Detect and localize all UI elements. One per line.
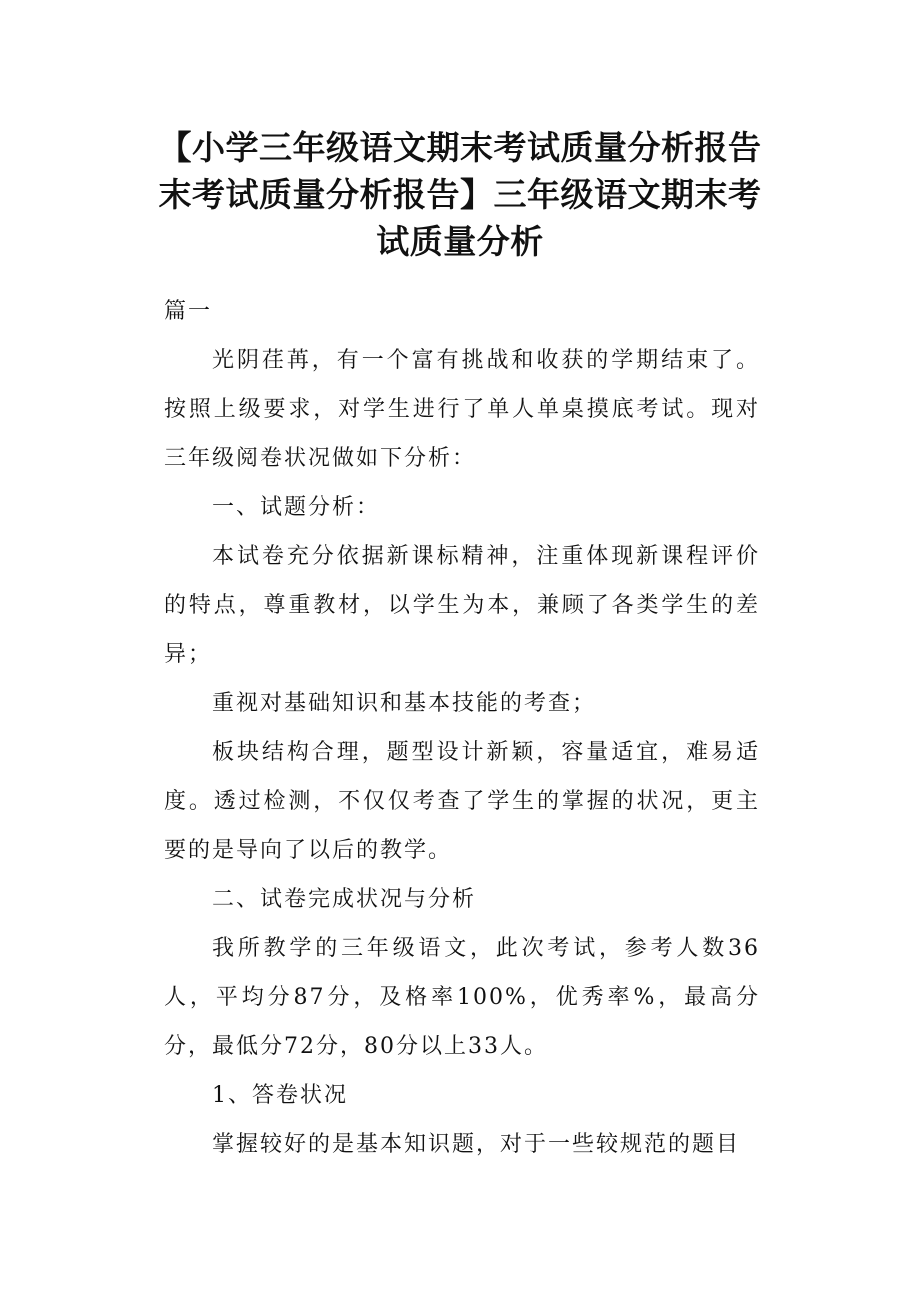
paragraph-statistics: 我所教学的三年级语文，此次考试，参考人数36人，平均分87分，及格率100%，优秀率%，最高分分，最低分72分，80分以上33人。 <box>164 936 760 1059</box>
document-body <box>164 287 760 1169</box>
section-label: 篇一 <box>164 299 213 324</box>
heading-exam-analysis: 一、试题分析： <box>212 495 381 520</box>
paragraph-basic-skills: 重视对基础知识和基本技能的考查； <box>212 691 597 716</box>
heading-completion-analysis: 二、试卷完成状况与分析 <box>212 887 477 912</box>
paragraph-intro: 光阴荏苒，有一个富有挑战和收获的学期结束了。按照上级要求，对学生进行了单人单桌摸底考试。现对三年级阅卷状况做如下分析： <box>164 348 760 471</box>
paragraph-structure: 板块结构合理，题型设计新颖，容量适宜，难易适度。透过检测，不仅仅考查了学生的掌握的状况，更主要的是导向了以后的教学。 <box>164 740 760 863</box>
paragraph-exam-design: 本试卷充分依据新课标精神，注重体现新课程评价的特点，尊重教材，以学生为本，兼顾了各类学生的差异； <box>164 544 760 667</box>
heading-answer-status: 1、答卷状况 <box>212 1083 348 1108</box>
paragraph-answer-detail: 掌握较好的是基本知识题，对于一些较规范的题目 <box>212 1132 741 1157</box>
document-title: 【小学三年级语文期末考试质量分析报告末考试质量分析报告】三年级语文期末考试质量分析 <box>158 128 762 261</box>
